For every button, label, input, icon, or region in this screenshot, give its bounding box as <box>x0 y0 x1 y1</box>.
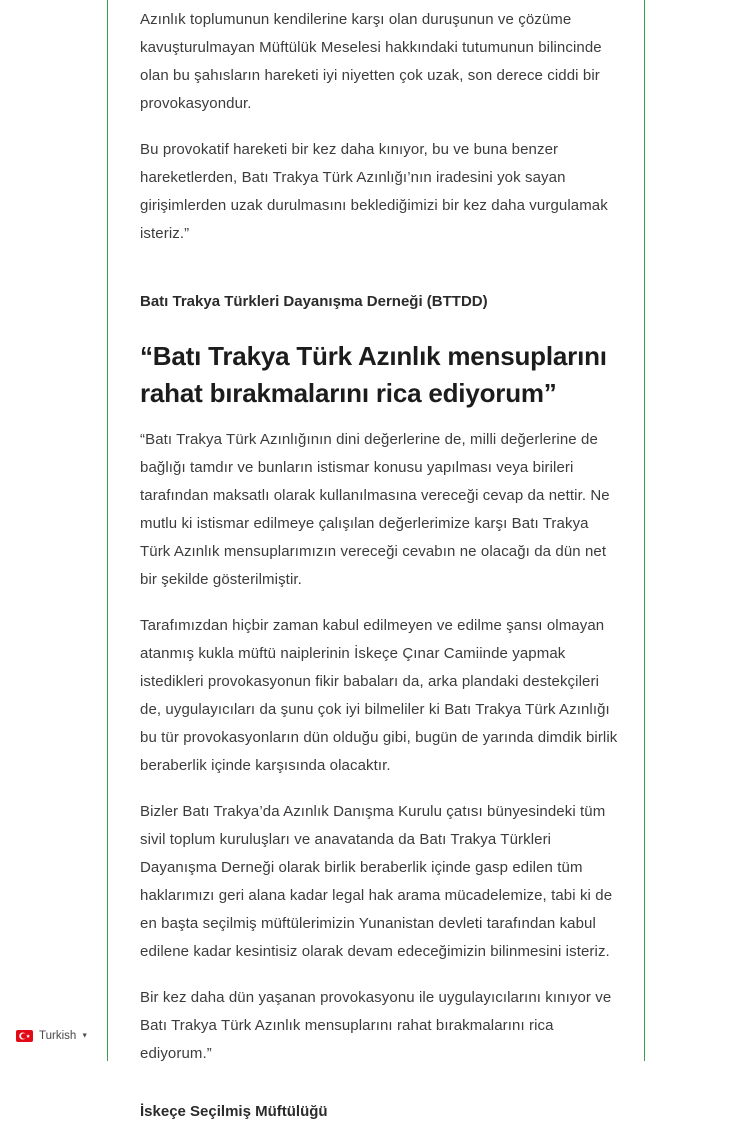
chevron-down-icon: ▼ <box>81 1032 89 1039</box>
paragraph: Tarafımızdan hiçbir zaman kabul edilmeyen ve edilme şansı olmayan atanmış kukla müftü naiplerinin İskeçe Çınar Camiinde yapmak istedikleri provokasyonun fikir babaları da, arka plandaki destekçileri de, uygulayıcıları da şunu çok iyi bilmeliler ki Batı Trakya Türk Azınlığı bu tür provokasyonların dün olduğu gibi, bugün de yarında dimdik birlik beraberlik içinde karşısında olacaktır. <box>140 617 618 774</box>
article-column <box>107 0 645 1120</box>
paragraph: Bir kez daha dün yaşanan provokasyonu ile uygulayıcılarını kınıyor ve Batı Trakya Türk Azınlık mensuplarını rahat bırakmalarını rica ediyorum.” <box>140 989 612 1062</box>
article-headline: “Batı Trakya Türk Azınlık mensuplarını rahat bırakmalarını rica ediyorum” <box>140 341 607 408</box>
paragraph: Bizler Batı Trakya’da Azınlık Danışma Kurulu çatısı bünyesindeki tüm sivil toplum kuruluşları ve anavatanda da Batı Trakya Türkleri Dayanışma Derneği olarak birlik beraberlik içinde gasp edilen tüm haklarımızı geri alana kadar legal hak arama mücadelemize, tabi ki de en başta seçilmiş müftülerimizin Yunanistan devleti tarafından kabul edilene kadar kesintisiz olarak devam edeceğimizin bilinmesini isteriz. <box>140 803 613 960</box>
paragraph: Azınlık toplumunun kendilerine karşı olan duruşunun ve çözüme kavuşturulmayan Müftülük Meselesi hakkındaki tutumunun bilincinde olan bu şahısların hareketi iyi niyetten çok uzak, son derece ciddi bir provokasyondur. <box>140 11 602 112</box>
source-byline: Batı Trakya Türkleri Dayanışma Derneği (BTTDD) <box>140 293 488 310</box>
turkish-flag-icon <box>16 1030 33 1042</box>
paragraph: “Batı Trakya Türk Azınlığının dini değerlerine de, milli değerlerine de bağlığı tamdır ve bunların istismar konusu yapılması veya birileri tarafından maksatlı olarak kullanılmasına vereceği cevap da nettir. Ne mutlu ki istismar edilmeye çalışılan değerlerimize karşı Batı Trakya Türk Azınlık mensuplarımızın vereceği cevabın ne olacağı da dün net bir şekilde gösterilmiştir. <box>140 431 610 588</box>
article-body <box>108 0 644 1122</box>
signature-org: İskeçe Seçilmiş Müftülüğü <box>140 1103 328 1120</box>
language-label: Turkish <box>39 1030 77 1042</box>
language-selector[interactable] <box>16 1030 88 1042</box>
paragraph: Bu provokatif hareketi bir kez daha kınıyor, bu ve buna benzer hareketlerden, Batı Trakya Türk Azınlığı’nın iradesini yok sayan girişimlerden uzak durulmasını beklediğimizi bir kez daha vurgulamak isteriz.” <box>140 141 608 242</box>
